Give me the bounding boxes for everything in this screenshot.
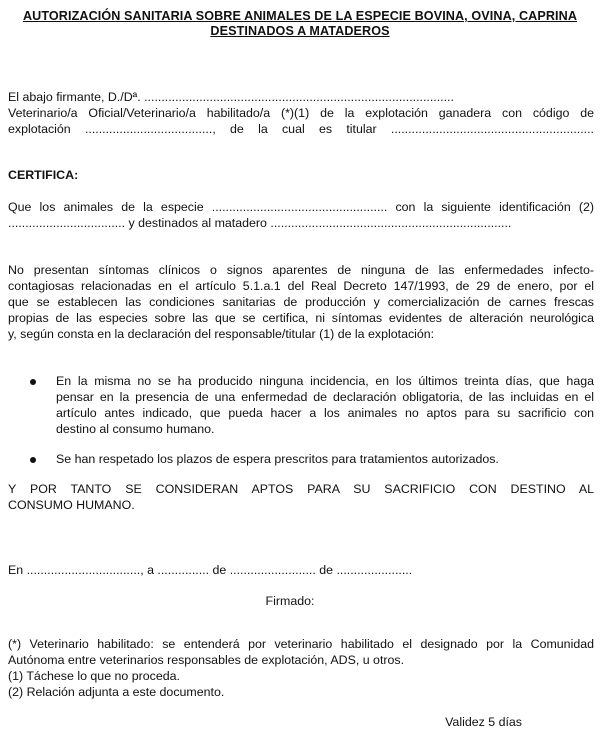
symptoms-line-5: y, según consta en la declaración del responsable/titular (1) de la explotación: — [8, 327, 435, 341]
bullet-1-line-1: En la misma no se ha producido ninguna incidencia, en los últimos treinta días, que haga — [56, 374, 594, 388]
certify-line-2: .................................. y destinados al matadero ...................................................................... — [8, 216, 512, 230]
footnote-asterisk-line-1: (*) Veterinario habilitado: se entenderá por veterinario habilitado el designado por la Comunidad — [8, 637, 594, 651]
intro-line-1: El abajo firmante, D./Dª. .......................................................................................... — [8, 90, 454, 104]
symptoms-paragraph — [8, 262, 594, 342]
footnotes — [8, 636, 594, 700]
title-line-1: AUTORIZACIÓN SANITARIA SOBRE ANIMALES DE LA ESPECIE BOVINA, OVINA, CAPRINA — [22, 9, 578, 23]
list-item — [30, 451, 594, 467]
symptoms-line-4: propias de las especies sobre las que se certifica, ni síntomas evidentes de alteración neurológica — [8, 311, 594, 325]
certifica-heading: CERTIFICA: — [8, 168, 79, 182]
bullet-icon — [30, 379, 36, 385]
conditions-list-2 — [30, 451, 594, 467]
footnote-2: (2) Relación adjunta a este documento. — [8, 685, 225, 699]
title-line-2: DESTINADOS A MATADEROS — [210, 24, 390, 38]
validity-note: Validez 5 días — [445, 715, 522, 729]
intro-paragraph — [8, 89, 594, 137]
certify-line-1: Que los animales de la especie ................................................... con la siguiente identificación (2) — [8, 200, 594, 214]
bullet-1-line-2: pensar en la presencia de una enfermedad de declaración obligatoria, de las incluidas en el — [56, 390, 594, 404]
bullet-1-line-4: destino al consumo humano. — [56, 422, 215, 436]
conclusion-line-2: CONSUMO HUMANO. — [8, 498, 135, 512]
intro-line-2: Veterinario/a Oficial/Veterinario/a habilitado/a (*)(1) de la explotación ganadera con código de — [8, 106, 594, 120]
conditions-list — [30, 373, 594, 437]
signed-label: Firmado: — [265, 594, 315, 608]
list-item — [30, 373, 594, 437]
place-date-line: En ................................., a ............... de ......................... de ...................... — [8, 563, 413, 577]
certify-paragraph — [8, 199, 594, 231]
conclusion-paragraph — [8, 481, 594, 513]
document-title — [6, 9, 594, 39]
conclusion-line-1: Y POR TANTO SE CONSIDERAN APTOS PARA SU SACRIFICIO CON DESTINO AL — [8, 482, 594, 496]
symptoms-line-2: contagiosas relacionadas en el artículo 5.1.a.1 del Real Decreto 147/1993, de 29 de enero, por el — [8, 279, 594, 293]
bullet-1-line-3: artículo antes indicado, que pueda hacer a los animales no aptos para su sacrificio con — [56, 406, 594, 420]
footnote-1: (1) Táchese lo que no proceda. — [8, 669, 180, 683]
bullet-2-line-1: Se han respetado los plazos de espera prescritos para tratamientos autorizados. — [56, 452, 499, 466]
bullet-icon — [30, 457, 36, 463]
footnote-asterisk-line-2: Autónoma entre veterinarios responsables de explotación, ADS, u otros. — [8, 653, 405, 667]
symptoms-line-3: que se establecen las condiciones sanitarias de producción y comercialización de carnes frescas — [8, 295, 594, 309]
intro-line-3: explotación ....................................., de la cual es titular ........................................................... — [8, 122, 594, 136]
symptoms-line-1: No presentan síntomas clínicos o signos aparentes de ninguna de las enfermedades infecto- — [8, 263, 594, 277]
